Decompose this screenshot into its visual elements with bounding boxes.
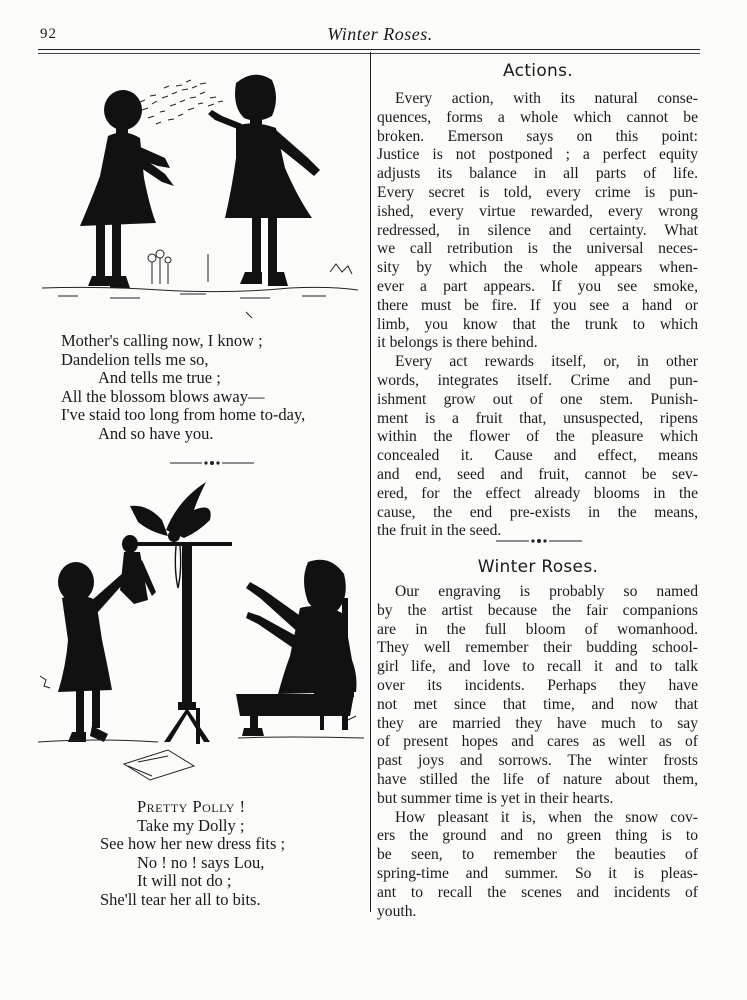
text-line: Our engraving is probably so named xyxy=(395,583,698,600)
text-line: it belongs is there behind. xyxy=(377,334,538,352)
winter-roses-text xyxy=(377,583,698,921)
ornamental-divider xyxy=(170,458,254,468)
poem-mothers-calling xyxy=(61,332,361,443)
column-divider-rule xyxy=(370,52,371,912)
text-line: within the flower of the pleasure which xyxy=(377,428,698,446)
poem-line: It will not do ; xyxy=(137,871,232,890)
text-line: redressed, in silence and certainty. What xyxy=(377,221,698,239)
running-title: Winter Roses. xyxy=(327,24,433,44)
text-line: cause, the end pre-exists in the means, xyxy=(377,503,698,521)
text-line: over its incidents. Perhaps they have xyxy=(377,676,698,694)
text-line: ishment grow out of one stem. Punish- xyxy=(377,390,698,408)
text-line: but summer time is yet in their hearts. xyxy=(377,789,614,807)
text-line: of present hopes and cares as well as of xyxy=(377,733,698,751)
text-line: ished, every virtue rewarded, every wrong xyxy=(377,202,698,220)
text-line: ers the ground and no green thing is to xyxy=(377,827,698,845)
text-line: quences, forms a whole which cannot be xyxy=(377,108,698,126)
poem-line: I've staid too long from home to-day, xyxy=(61,405,306,424)
text-line: spring-time and summer. So it is pleas- xyxy=(377,864,698,882)
poem-line: And so have you. xyxy=(98,423,214,443)
text-line: not met since that time, and now that xyxy=(377,695,698,713)
text-line: ever a part appears. If you see smoke, xyxy=(377,277,698,295)
page-number: 92 xyxy=(40,26,57,42)
poem-line: All the blossom blows away— xyxy=(61,386,265,406)
text-line: are in the full bloom of womanhood. xyxy=(377,620,698,638)
text-line: we call retribution is the universal neces- xyxy=(377,240,698,258)
header-rule-thin xyxy=(38,53,700,54)
text-line: youth. xyxy=(377,902,417,920)
poem-line: Pretty Polly ! xyxy=(137,797,246,816)
poem-line: No ! no ! says Lou, xyxy=(137,852,265,872)
text-line: by the artist because the fair companions xyxy=(377,601,698,619)
text-line: adjusts its balance in all parts of life. xyxy=(377,165,698,183)
poem-line: She'll tear her all to bits. xyxy=(100,889,261,909)
header-rule xyxy=(38,49,700,50)
text-line: past joys and sorrows. The winter frosts xyxy=(377,752,698,770)
text-line: How pleasant it is, when the snow cov- xyxy=(395,808,698,826)
text-line: girl life, and love to recall it and to talk xyxy=(377,658,698,676)
text-line: They well remember their budding school- xyxy=(377,639,698,657)
text-line: they are married they have much to say xyxy=(377,714,698,732)
section-title-actions: Actions. xyxy=(503,61,573,81)
text-line: be seen, to remember the beauties of xyxy=(377,846,698,864)
poem-line: Take my Dolly ; xyxy=(137,815,245,835)
poem-pretty-polly xyxy=(100,798,350,909)
actions-text xyxy=(377,90,698,541)
dandelion-girls-silhouette xyxy=(40,58,362,326)
text-line: there must be fire. If you see a hand or xyxy=(377,296,698,314)
ornamental-divider xyxy=(496,536,582,546)
text-line: Every secret is told, every crime is pun- xyxy=(377,183,698,201)
poem-line: Dandelion tells me so, xyxy=(61,349,209,369)
section-title-winter-roses: Winter Roses. xyxy=(477,557,599,577)
text-line: Justice is not postponed ; a perfect equity xyxy=(377,146,698,164)
text-line: words, integrates itself. Crime and pun- xyxy=(377,371,698,389)
text-line: Every act rewards itself, or, in other xyxy=(395,353,698,371)
text-line: limb, you know that the trunk to which xyxy=(377,315,698,333)
text-line: ant to recall the scenes and incidents of xyxy=(377,883,698,901)
parrot-doll-silhouette xyxy=(38,480,366,790)
text-line: have stilled the life of nature about them, xyxy=(377,770,698,788)
text-line: sity by which the whole appears when- xyxy=(377,259,698,277)
text-line: concealed it. Cause and effect, means xyxy=(377,447,698,465)
text-line: Every action, with its natural conse- xyxy=(395,90,698,107)
poem-line: And tells me true ; xyxy=(98,368,221,387)
text-line: the fruit in the seed. xyxy=(377,522,502,540)
text-line: broken. Emerson says on this point: xyxy=(377,127,698,145)
poem-line: See how her new dress fits ; xyxy=(100,834,286,853)
text-line: and end, seed and fruit, cannot be sev- xyxy=(377,465,698,483)
text-line: ered, for the effect already blooms in the xyxy=(377,484,698,502)
text-line: ment is a fruit that, unsuspected, ripens xyxy=(377,409,698,427)
poem-line: Mother's calling now, I know ; xyxy=(61,331,263,350)
